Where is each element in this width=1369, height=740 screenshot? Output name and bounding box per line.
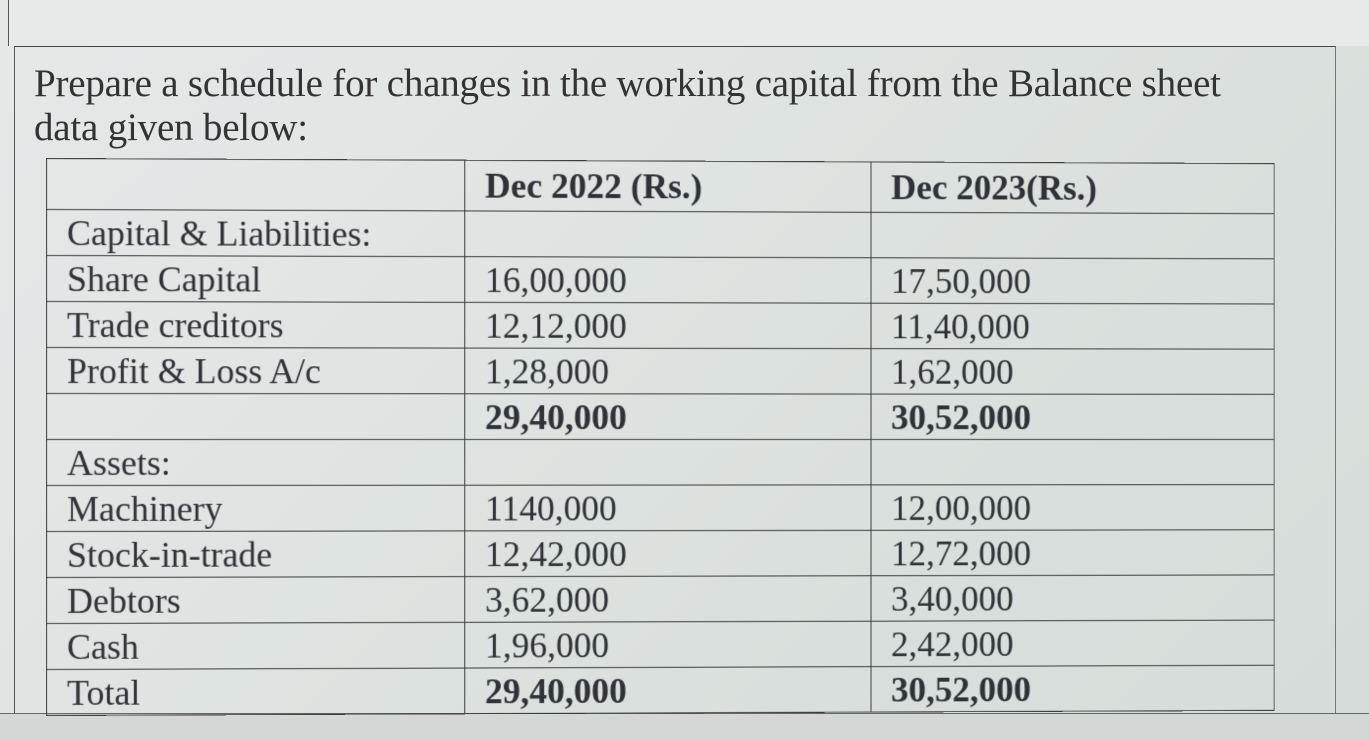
row-label: Share Capital xyxy=(46,256,464,303)
balance-sheet-table xyxy=(46,158,1275,716)
table-header-row xyxy=(46,159,1274,214)
row-label: Stock-in-trade xyxy=(46,531,464,578)
table-row xyxy=(46,256,1274,304)
row-label: Machinery xyxy=(46,485,464,531)
table-row xyxy=(46,620,1274,669)
value-dec-2023 xyxy=(871,439,1274,484)
row-label: Profit & Loss A/c xyxy=(46,348,464,394)
question-text: Prepare a schedule for changes in the working capital from the Balance sheet data given below: xyxy=(34,62,1221,149)
row-label: Cash xyxy=(46,622,464,669)
subtotal-dec-2023: 30,52,000 xyxy=(871,394,1274,439)
total-dec-2023: 30,52,000 xyxy=(871,665,1274,712)
value-dec-2023: 1,62,000 xyxy=(871,349,1274,395)
row-label: Assets: xyxy=(46,439,464,485)
table-row xyxy=(46,210,1274,259)
value-dec-2022: 12,12,000 xyxy=(465,302,871,348)
row-label: Debtors xyxy=(46,577,464,624)
value-dec-2022: 3,62,000 xyxy=(465,576,871,623)
value-dec-2023: 12,72,000 xyxy=(871,530,1274,576)
value-dec-2022: 1,28,000 xyxy=(465,348,871,394)
table-row-total xyxy=(46,665,1274,715)
total-dec-2022: 29,40,000 xyxy=(465,667,871,714)
table-row xyxy=(46,575,1274,624)
top-strip xyxy=(8,0,1369,46)
header-particulars xyxy=(46,159,464,211)
value-dec-2023 xyxy=(871,212,1274,259)
value-dec-2023: 17,50,000 xyxy=(871,258,1274,304)
table-row-subtotal xyxy=(46,394,1274,440)
row-label xyxy=(46,394,464,440)
row-label: Total xyxy=(46,668,464,715)
value-dec-2022: 1,96,000 xyxy=(465,621,871,668)
table-row xyxy=(46,439,1274,485)
value-dec-2022 xyxy=(465,439,871,485)
header-dec-2022: Dec 2022 (Rs.) xyxy=(465,160,871,212)
value-dec-2023: 12,00,000 xyxy=(871,485,1274,531)
value-dec-2022 xyxy=(465,211,871,258)
table-row xyxy=(46,348,1274,395)
value-dec-2022: 12,42,000 xyxy=(465,530,871,576)
table-row xyxy=(46,485,1274,532)
subtotal-dec-2022: 29,40,000 xyxy=(465,394,871,440)
bottom-strip xyxy=(0,713,1369,740)
value-dec-2023: 2,42,000 xyxy=(871,620,1274,667)
row-label: Trade creditors xyxy=(46,302,464,349)
table-row xyxy=(46,302,1274,350)
table-row xyxy=(46,530,1274,578)
value-dec-2023: 3,40,000 xyxy=(871,575,1274,621)
header-dec-2023: Dec 2023(Rs.) xyxy=(871,162,1274,214)
value-dec-2023: 11,40,000 xyxy=(871,303,1274,349)
value-dec-2022: 1140,000 xyxy=(465,485,871,531)
value-dec-2022: 16,00,000 xyxy=(465,257,871,304)
row-label: Capital & Liabilities: xyxy=(46,210,464,257)
